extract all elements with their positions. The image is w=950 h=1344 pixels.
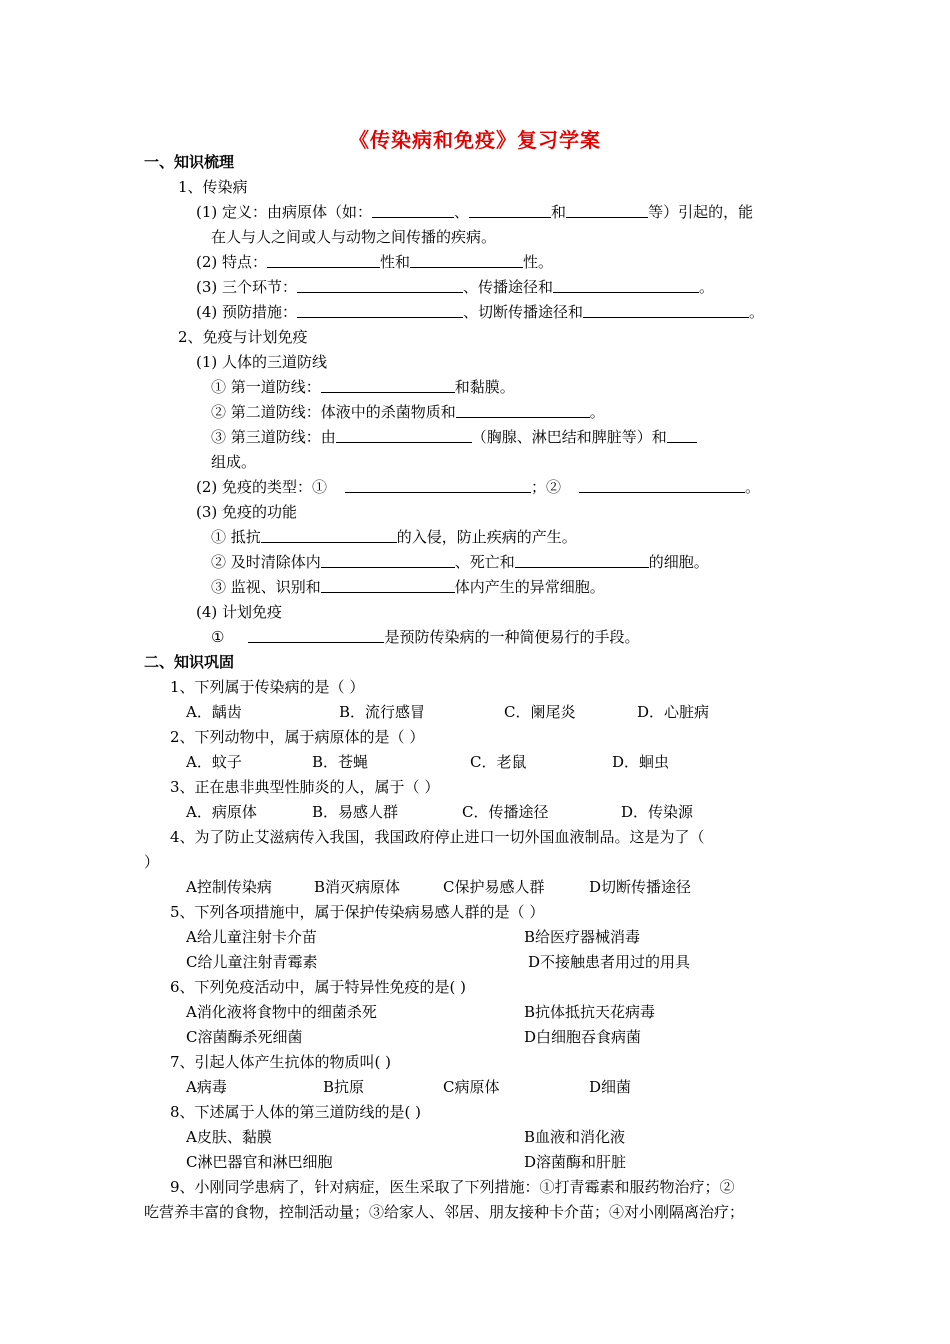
option[interactable]: B抗原 [323, 1078, 365, 1096]
option[interactable]: D溶菌酶和肝脏 [524, 1153, 627, 1171]
subtopic-heading: (4) 计划免疫 [196, 603, 283, 621]
subtopic-heading: (1) 人体的三道防线 [196, 353, 328, 371]
section-heading: 一、知识梳理 [144, 153, 235, 171]
page-title: 《传染病和免疫》复习学案 [349, 128, 601, 152]
option[interactable]: A．蚊子 [186, 753, 242, 771]
defense-line: ① 第一道防线： 和黏膜。 [211, 378, 515, 396]
option[interactable]: C．传播途径 [462, 803, 549, 821]
function-line: ③ 监视、识别和 体内产生的异常细胞。 [211, 578, 605, 596]
option[interactable]: A．病原体 [186, 803, 257, 821]
option[interactable]: C病原体 [443, 1078, 500, 1096]
option[interactable]: B．苍蝇 [312, 753, 369, 771]
option[interactable]: D细菌 [589, 1078, 632, 1096]
blank[interactable] [321, 552, 455, 568]
blank[interactable] [667, 427, 697, 443]
blank[interactable] [456, 402, 590, 418]
option[interactable]: B．流行感冒 [339, 703, 426, 721]
option[interactable]: D不接触患者用过的用具 [528, 953, 691, 971]
option[interactable]: D白细胞吞食病菌 [524, 1028, 642, 1046]
option[interactable]: B血液和消化液 [524, 1128, 626, 1146]
blank[interactable] [553, 277, 699, 293]
function-line: ② 及时清除体内 、死亡和 的细胞。 [211, 553, 709, 571]
option[interactable]: D切断传播途径 [589, 878, 692, 896]
defense-line: ③ 第三道防线：由 （胸腺、淋巴结和脾脏等）和 [211, 427, 697, 447]
defense-line: ② 第二道防线：体液中的杀菌物质和 。 [211, 403, 605, 421]
section-heading: 二、知识巩固 [144, 653, 235, 671]
option[interactable]: D．传染源 [621, 803, 694, 821]
plan-line: ① 是预防传染病的一种简便易行的手段。 [211, 628, 640, 646]
blank[interactable] [469, 202, 551, 218]
blank[interactable] [566, 202, 648, 218]
blank[interactable] [321, 377, 455, 393]
question-cont: 吃营养丰富的食物，控制活动量；③给家人、邻居、朋友接种卡介苗；④对小刚隔离治疗； [144, 1203, 745, 1221]
blank[interactable] [372, 202, 454, 218]
subtopic-heading: (3) 免疫的功能 [196, 503, 298, 521]
features-line: (2) 特点： 性和 性。 [196, 253, 554, 271]
immunity-types-line: (2) 免疫的类型：① ；② 。 [196, 478, 761, 496]
option[interactable]: C．阑尾炎 [504, 703, 576, 721]
blank[interactable] [336, 427, 472, 443]
option[interactable]: B消灭病原体 [314, 878, 401, 896]
question: 2、下列动物中，属于病原体的是（ ） [170, 728, 425, 746]
blank[interactable] [261, 527, 397, 543]
blank[interactable] [267, 252, 380, 268]
option[interactable]: A．龋齿 [186, 703, 242, 721]
question: 8、下述属于人体的第三道防线的是( ) [170, 1103, 422, 1121]
question: 1、下列属于传染病的是（ ） [170, 678, 365, 696]
definition-line-cont: 在人与人之间或人与动物之间传播的疾病。 [211, 228, 497, 246]
blank[interactable] [248, 627, 384, 643]
defense-line-cont: 组成。 [211, 453, 257, 471]
option[interactable]: D．心脏病 [637, 703, 710, 721]
question-cont: ） [144, 853, 160, 871]
question: 3、正在患非典型性肺炎的人，属于（ ） [170, 778, 440, 796]
blank[interactable] [297, 302, 463, 318]
option[interactable]: C给儿童注射青霉素 [186, 953, 318, 971]
blank[interactable] [583, 302, 749, 318]
topic-heading: 2、免疫与计划免疫 [178, 328, 308, 346]
question: 6、下列免疫活动中，属于特异性免疫的是( ) [170, 978, 467, 996]
blank[interactable] [410, 252, 523, 268]
question: 5、下列各项措施中，属于保护传染病易感人群的是（ ） [170, 903, 545, 921]
option[interactable]: A消化液将食物中的细菌杀死 [186, 1003, 377, 1021]
definition-line: (1) 定义：由病原体（如： 、 和 等）引起的，能 [196, 203, 754, 221]
blank[interactable] [515, 552, 649, 568]
option[interactable]: A给儿童注射卡介苗 [186, 928, 317, 946]
question: 7、引起人体产生抗体的物质叫( ) [170, 1053, 392, 1071]
option[interactable]: C保护易感人群 [443, 878, 545, 896]
option[interactable]: A皮肤、黏膜 [186, 1128, 272, 1146]
function-line: ① 抵抗 的入侵，防止疾病的产生。 [211, 528, 577, 546]
option[interactable]: A控制传染病 [186, 878, 272, 896]
option[interactable]: B给医疗器械消毒 [524, 928, 641, 946]
links-line: (3) 三个环节： 、传播途径和 。 [196, 278, 715, 296]
option[interactable]: C溶菌酶杀死细菌 [186, 1028, 303, 1046]
option[interactable]: A病毒 [186, 1078, 227, 1096]
blank[interactable] [345, 477, 531, 493]
option[interactable]: D．蛔虫 [612, 753, 670, 771]
option[interactable]: B．易感人群 [312, 803, 399, 821]
prevention-line: (4) 预防措施： 、切断传播途径和 。 [196, 303, 765, 321]
blank[interactable] [321, 577, 455, 593]
topic-heading: 1、传染病 [178, 178, 248, 196]
option[interactable]: B抗体抵抗天花病毒 [524, 1003, 656, 1021]
blank[interactable] [297, 277, 463, 293]
option[interactable]: C．老鼠 [470, 753, 527, 771]
question: 4、为了防止艾滋病传入我国，我国政府停止进口一切外国血液制品。这是为了（ [170, 828, 705, 846]
option[interactable]: C淋巴器官和淋巴细胞 [186, 1153, 333, 1171]
blank[interactable] [579, 477, 745, 493]
question: 9、小刚同学患病了，针对病症，医生采取了下列措施：①打青霉素和服药物治疗；② [170, 1178, 735, 1196]
